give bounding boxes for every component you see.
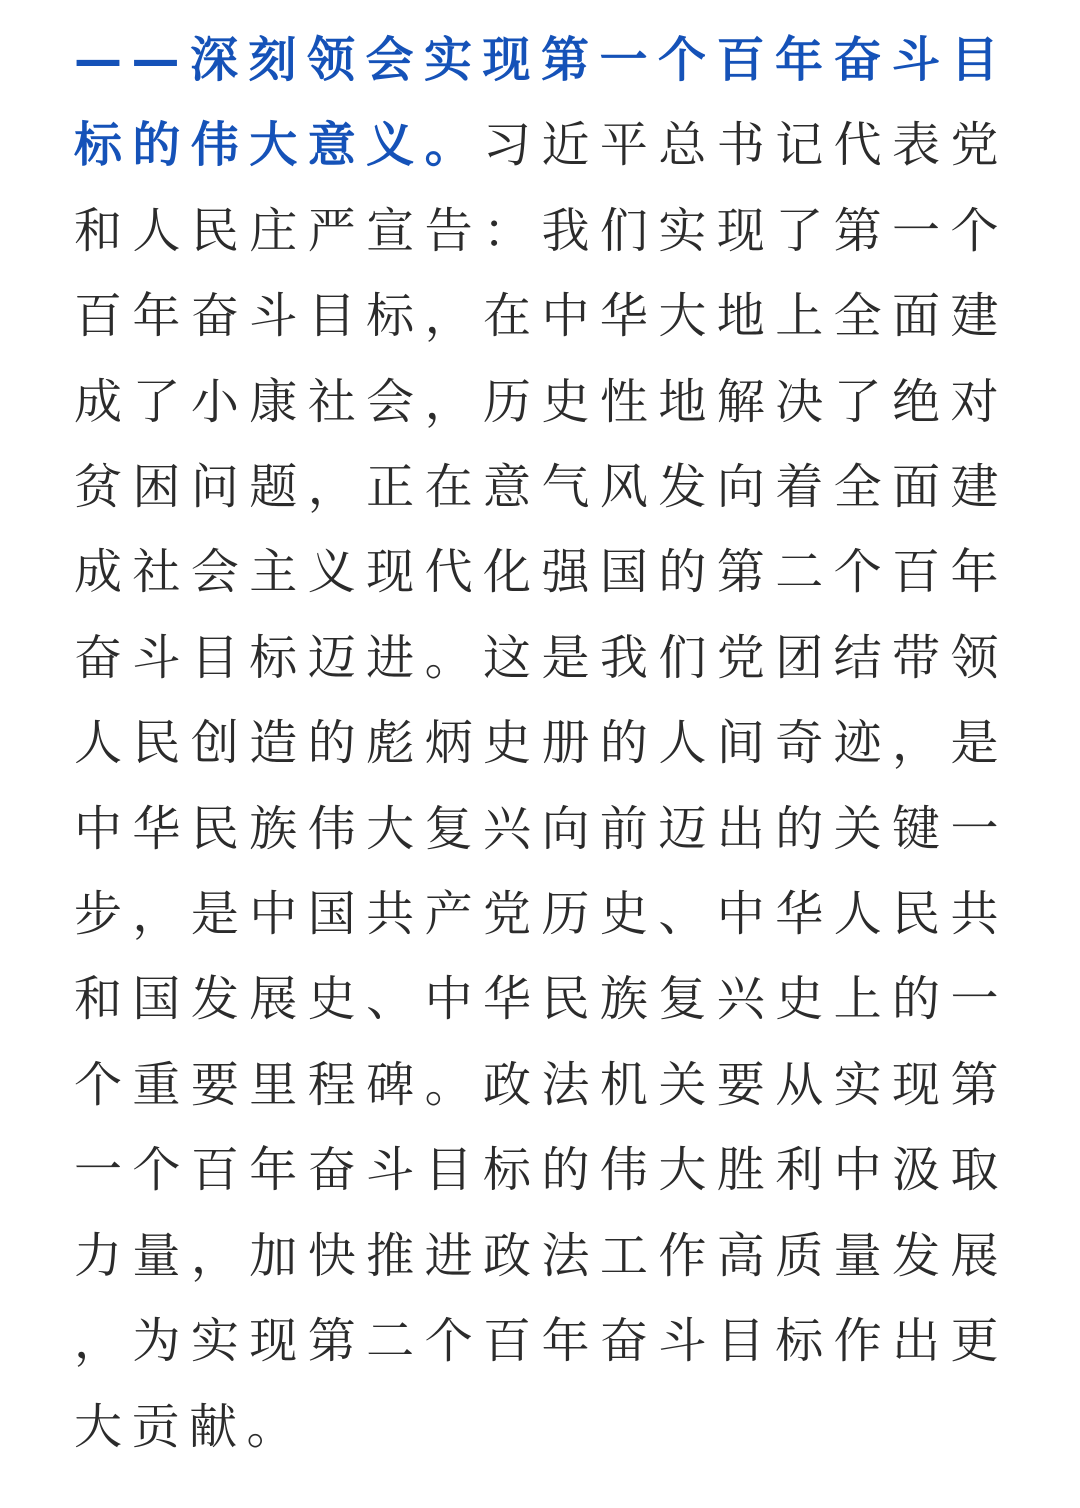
section-heading: ——深刻领会实现第一个百年奋斗目标的伟大意义。 bbox=[74, 32, 1008, 174]
article-paragraph bbox=[74, 18, 1008, 1470]
article-container bbox=[74, 18, 1008, 1470]
paragraph-body: 习近平总书记代表党和人民庄严宣告：我们实现了第一个百年奋斗目标，在中华大地上全面建成了小康社会，历史性地解决了绝对贫困问题，正在意气风发向着全面建成社会主义现代化强国的第二个百年奋斗目标迈进。这是我们党团结带领人民创造的彪炳史册的人间奇迹，是中华民族伟大复兴向前迈出的关键一步，是中国共产党历史、中华人民共和国发展史、中华民族复兴史上的一个重要里程碑。政法机关要从实现第一个百年奋斗目标的伟大胜利中汲取力量，加快推进政法工作高质量发展，为实现第二个百年奋斗目标作出更大贡献。 bbox=[74, 117, 1008, 1455]
